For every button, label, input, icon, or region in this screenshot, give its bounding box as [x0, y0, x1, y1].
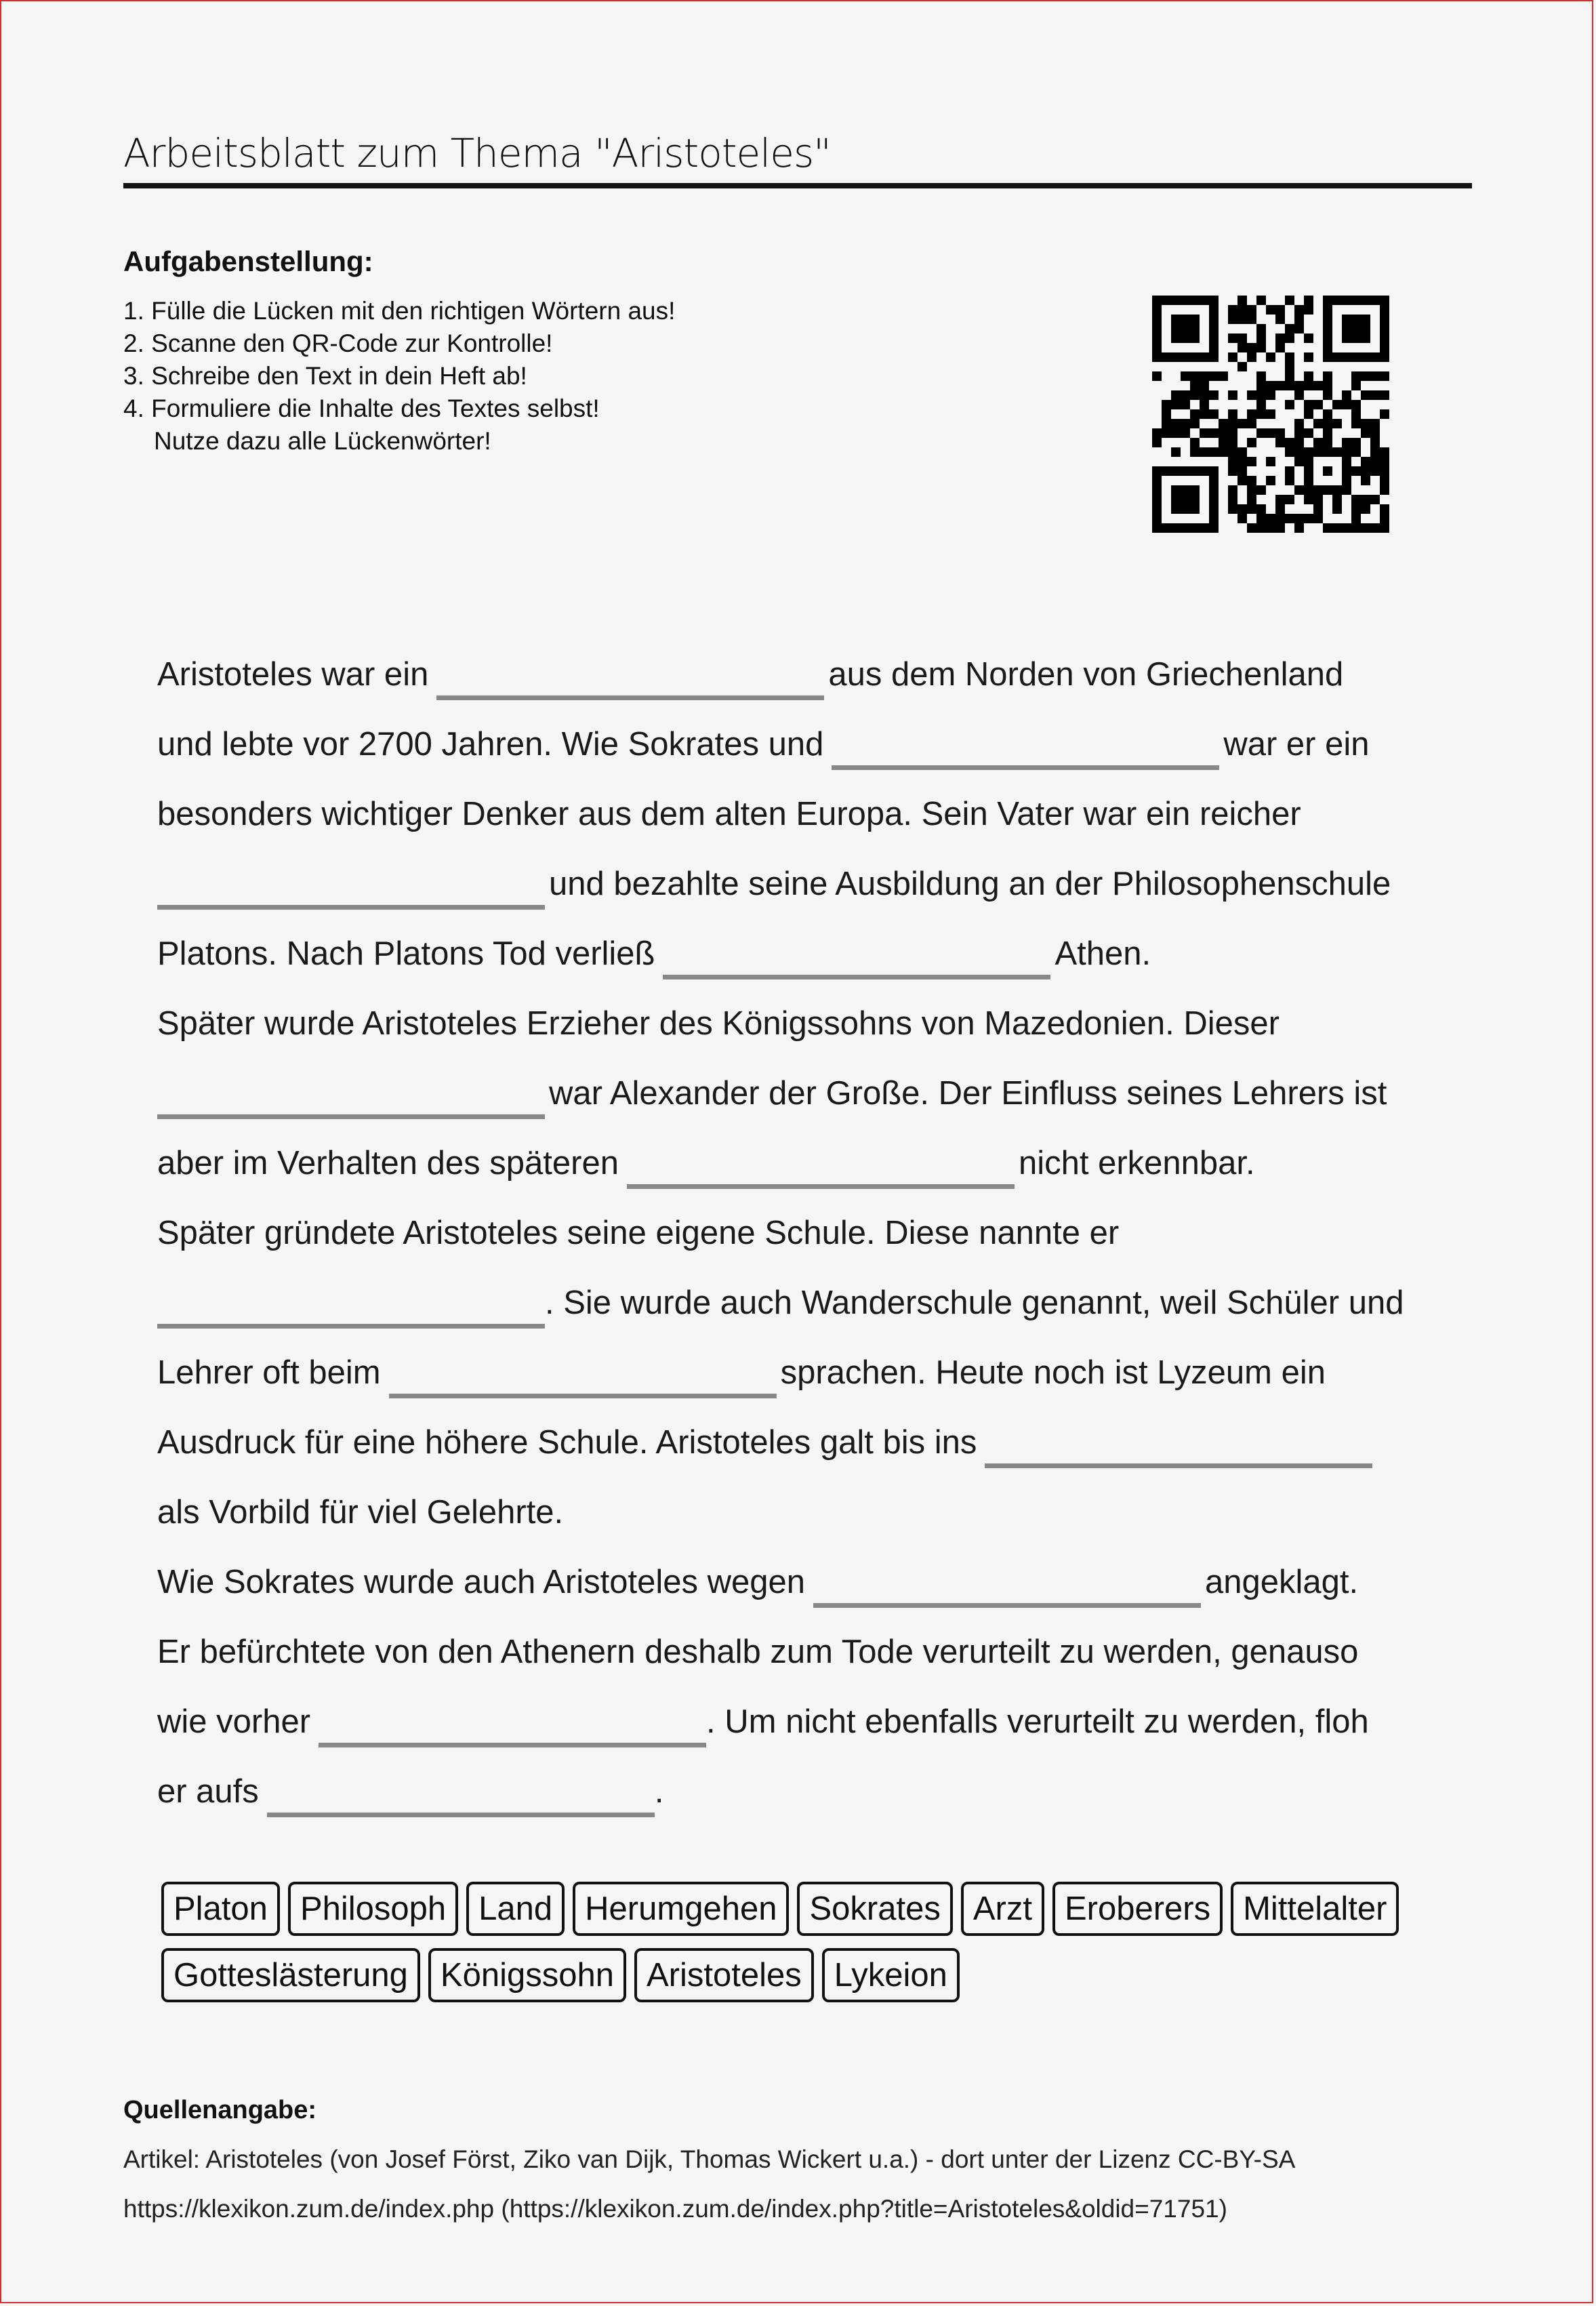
task-item: 3. Schreibe den Text in dein Heft ab!: [123, 362, 527, 390]
blank-field[interactable]: [813, 1560, 1201, 1608]
text-line: . Sie wurde auch Wanderschule genannt, weil Schüler und: [157, 1268, 1486, 1338]
text-line: Später gründete Aristoteles seine eigene Schule. Diese nannte er: [157, 1215, 1120, 1251]
text-line: aber im Verhalten des späteren nicht erkennbar.: [157, 1129, 1486, 1198]
text-line: besonders wichtiger Denker aus dem alten Europa. Sein Vater war ein reicher: [157, 796, 1301, 832]
word-chip[interactable]: Herumgehen: [573, 1882, 789, 1936]
text-line: Platons. Nach Platons Tod verließ Athen.: [157, 919, 1486, 989]
page-title: Arbeitsblatt zum Thema "Aristoteles": [123, 130, 831, 176]
word-chip[interactable]: Sokrates: [797, 1882, 952, 1936]
cloze-text: [157, 640, 1486, 1827]
task-item: 2. Scanne den QR-Code zur Kontrolle!: [123, 329, 553, 357]
blank-field[interactable]: [389, 1350, 777, 1398]
text-line: als Vorbild für viel Gelehrte.: [157, 1494, 564, 1531]
text-line: Er befürchtete von den Athenern deshalb zum Tode verurteilt zu werden, genauso: [157, 1634, 1359, 1670]
word-chip[interactable]: Arzt: [961, 1882, 1044, 1936]
blank-field[interactable]: [157, 1280, 545, 1329]
blank-field[interactable]: [985, 1420, 1372, 1468]
task-list: [123, 295, 675, 458]
blank-field[interactable]: [267, 1769, 655, 1817]
text-line: Später wurde Aristoteles Erzieher des Königssohns von Mazedonien. Dieser: [157, 1005, 1280, 1042]
text-line: und lebte vor 2700 Jahren. Wie Sokrates und war er ein: [157, 710, 1486, 780]
blank-field[interactable]: [832, 722, 1219, 770]
word-chip[interactable]: Aristoteles: [634, 1948, 814, 2002]
task-item: 4. Formuliere die Inhalte des Textes selbst!: [123, 395, 600, 422]
blank-field[interactable]: [663, 931, 1050, 979]
source-article: Artikel: Aristoteles (von Josef Först, Ziko van Dijk, Thomas Wickert u.a.) - dort unter der Lizenz CC-BY-SA: [123, 2145, 1296, 2173]
source-heading: Quellenangabe:: [123, 2096, 317, 2124]
word-chip[interactable]: Eroberers: [1052, 1882, 1223, 1936]
text-line: Lehrer oft beim sprachen. Heute noch ist Lyzeum ein: [157, 1338, 1486, 1408]
text-line: Aristoteles war ein aus dem Norden von Griechenland: [157, 640, 1486, 710]
blank-field[interactable]: [436, 652, 824, 700]
word-chip[interactable]: Platon: [161, 1882, 280, 1936]
text-line: Wie Sokrates wurde auch Aristoteles wegen angeklagt.: [157, 1548, 1486, 1617]
text-line: war Alexander der Große. Der Einfluss seines Lehrers ist: [157, 1059, 1486, 1129]
blank-field[interactable]: [157, 1071, 545, 1119]
word-chip[interactable]: Lykeion: [822, 1948, 960, 2002]
blank-field[interactable]: [157, 862, 545, 910]
source-link[interactable]: https://klexikon.zum.de/index.php (https://klexikon.zum.de/index.php?title=Aristoteles&oldid=71751): [123, 2195, 1227, 2223]
text-line: wie vorher . Um nicht ebenfalls verurteilt zu werden, floh: [157, 1687, 1486, 1757]
title-divider: [123, 183, 1472, 188]
text-line: und bezahlte seine Ausbildung an der Philosophenschule: [157, 849, 1486, 919]
blank-field[interactable]: [627, 1141, 1015, 1189]
word-bank: [161, 1882, 1449, 2015]
task-item: Nutze dazu alle Lückenwörter!: [154, 427, 491, 455]
task-heading: Aufgabenstellung:: [123, 245, 373, 277]
word-chip[interactable]: Land: [466, 1882, 565, 1936]
blank-field[interactable]: [319, 1699, 706, 1747]
task-item: 1. Fülle die Lücken mit den richtigen Wörtern aus!: [123, 297, 676, 325]
word-chip[interactable]: Königssohn: [428, 1948, 626, 2002]
text-line: Ausdruck für eine höhere Schule. Aristoteles galt bis ins: [157, 1408, 1486, 1478]
text-line: er aufs .: [157, 1757, 1486, 1827]
word-chip[interactable]: Philosoph: [288, 1882, 458, 1936]
qr-code-icon: [1152, 295, 1389, 533]
word-chip[interactable]: Mittelalter: [1231, 1882, 1399, 1936]
word-chip[interactable]: Gotteslästerung: [161, 1948, 420, 2002]
